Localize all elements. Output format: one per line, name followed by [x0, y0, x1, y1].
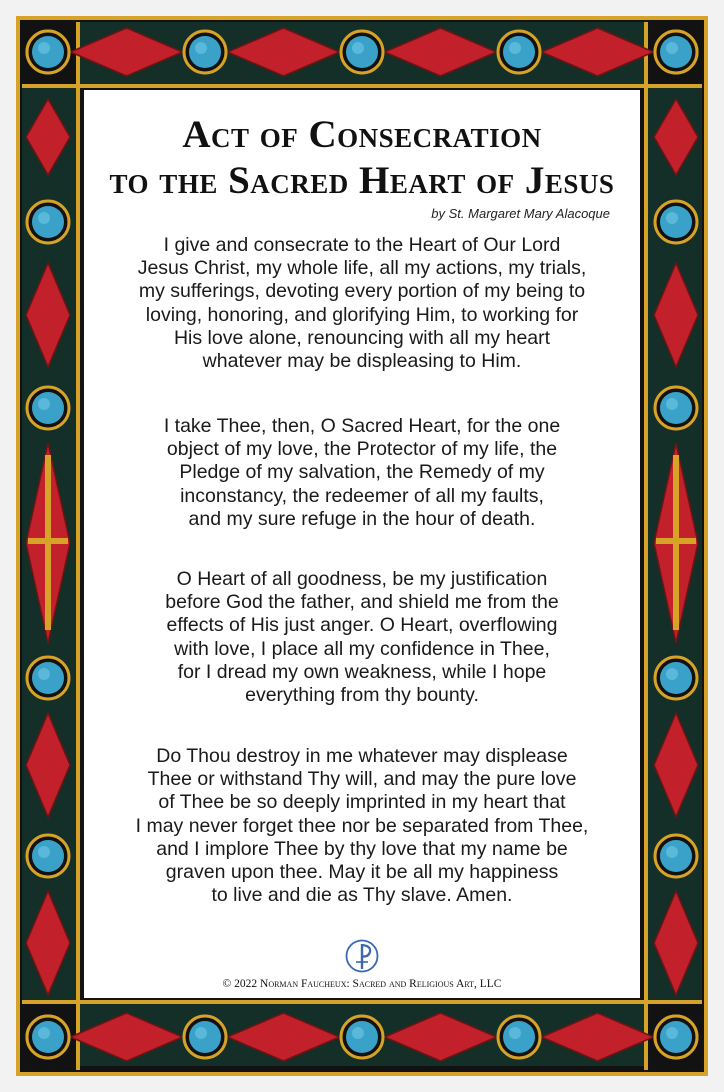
right-cross-horizontal: [656, 538, 696, 544]
top-jewel-highlight: [509, 42, 521, 54]
prayer-paragraph-2: [84, 415, 640, 531]
prayer-line: everything from thy bounty.: [245, 684, 479, 707]
gold-rule-top: [22, 84, 702, 88]
left-jewel-highlight: [38, 668, 50, 680]
title-line-2: to the Sacred Heart of Jesus: [109, 159, 615, 202]
prayer-line: Pledge of my salvation, the Remedy of my: [179, 461, 545, 484]
prayer-line: effects of His just anger. O Heart, overflowing: [166, 614, 558, 637]
prayer-line: my sufferings, devoting every portion of my being to: [138, 280, 586, 303]
right-jewel-highlight: [666, 212, 678, 224]
gold-rule-left: [76, 22, 80, 1070]
prayer-line: loving, honoring, and glorifying Him, to working for: [145, 303, 579, 326]
left-jewel-highlight: [38, 1027, 50, 1039]
top-jewel-highlight: [195, 42, 207, 54]
prayer-line: for I dread my own weakness, while I hope: [177, 660, 547, 683]
byline: by St. Margaret Mary Alacoque: [431, 206, 610, 221]
prayer-line: Jesus Christ, my whole life, all my actions, my trials,: [137, 257, 587, 280]
prayer-line: Thee or withstand Thy will, and may the pure love: [147, 768, 577, 791]
right-jewel-highlight: [666, 398, 678, 410]
gold-rule-right: [644, 22, 648, 1070]
title-line-1: Act of Consecration: [182, 113, 542, 156]
prayer-paragraph-3: [84, 568, 640, 707]
prayer-paragraph-1: [84, 234, 640, 373]
text-panel: [84, 90, 640, 998]
prayer-line: object of my love, the Protector of my life, the: [166, 438, 558, 461]
right-jewel-highlight: [666, 1027, 678, 1039]
prayer-line: I take Thee, then, O Sacred Heart, for the one: [163, 415, 561, 437]
prayer-line: O Heart of all goodness, be my justification: [176, 568, 548, 590]
prayer-line: before God the father, and shield me from the: [165, 591, 559, 614]
left-jewel-highlight: [38, 42, 50, 54]
bottom-jewel-highlight: [352, 1027, 364, 1039]
prayer-line: with love, I place all my confidence in Thee,: [174, 637, 550, 660]
bottom-jewel-highlight: [195, 1027, 207, 1039]
prayer-line: whatever may be displeasing to Him.: [202, 350, 522, 373]
prayer-line: of Thee be so deeply imprinted in my heart that: [158, 791, 566, 814]
prayer-line: His love alone, renouncing with all my heart: [173, 326, 551, 349]
prayer-line: I give and consecrate to the Heart of Our Lord: [163, 234, 561, 256]
gold-rule-bottom: [22, 1000, 702, 1004]
top-jewel-highlight: [352, 42, 364, 54]
chi-rho-monogram-icon: [344, 938, 380, 974]
prayer-line: Do Thou destroy in me whatever may displease: [156, 745, 568, 767]
right-jewel-highlight: [666, 846, 678, 858]
prayer-line: and I implore Thee by thy love that my name be: [156, 837, 568, 860]
left-jewel-highlight: [38, 398, 50, 410]
prayer-paragraph-4: [84, 745, 640, 907]
copyright-notice: © 2022 Norman Faucheux: Sacred and Religious Art, LLC: [222, 978, 502, 990]
prayer-line: graven upon thee. May it be all my happiness: [165, 861, 559, 884]
prayer-line: inconstancy, the redeemer of all my faults,: [180, 484, 544, 507]
left-cross-horizontal: [28, 538, 68, 544]
prayer-line: to live and die as Thy slave. Amen.: [211, 884, 513, 907]
right-jewel-highlight: [666, 668, 678, 680]
right-jewel-highlight: [666, 42, 678, 54]
bottom-jewel-highlight: [509, 1027, 521, 1039]
prayer-line: and my sure refuge in the hour of death.: [188, 507, 536, 530]
prayer-line: I may never forget thee nor be separated from Thee,: [135, 814, 589, 837]
left-jewel-highlight: [38, 846, 50, 858]
left-jewel-highlight: [38, 212, 50, 224]
